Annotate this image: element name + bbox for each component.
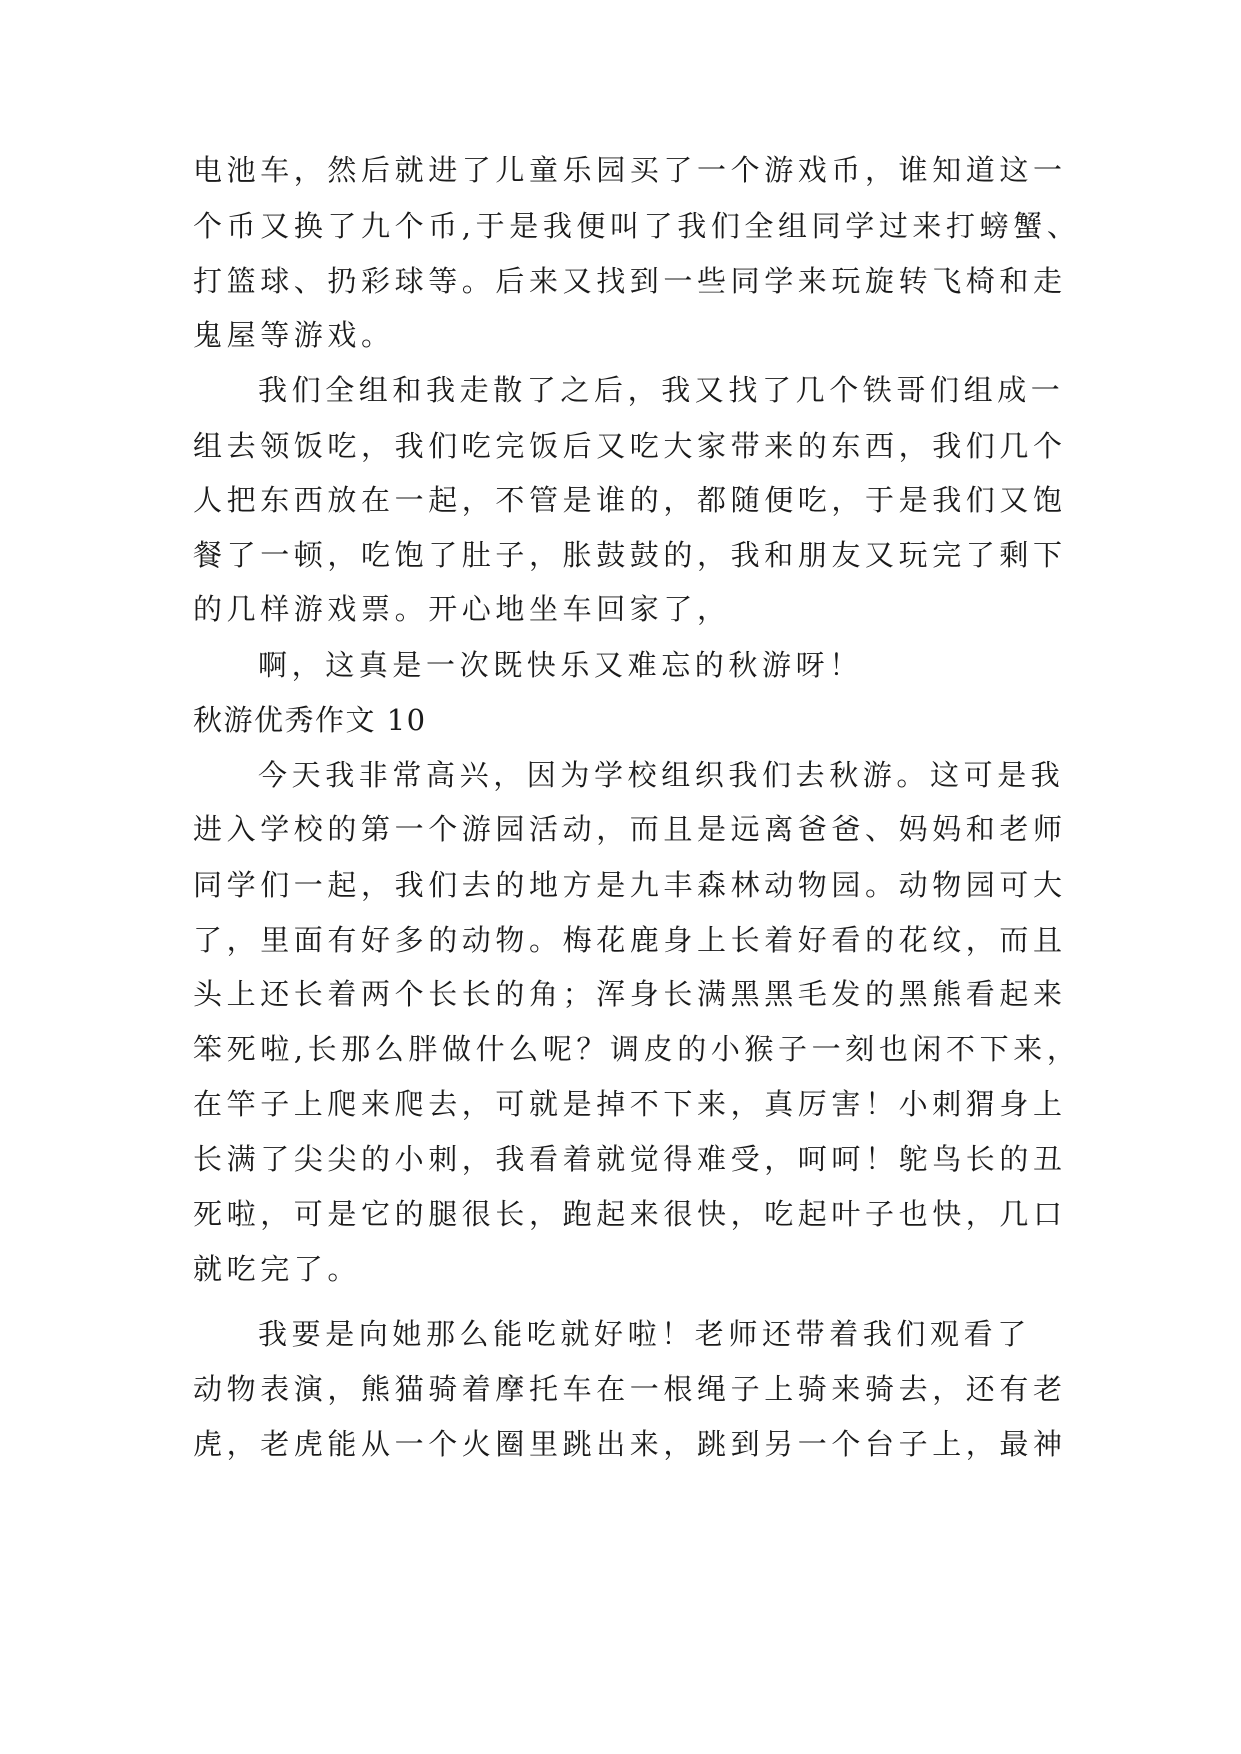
text-line: 长满了尖尖的小刺，我看着就觉得难受，呵呵！鸵鸟长的丑: [193, 1142, 1067, 1176]
text-line: 在竿子上爬来爬去，可就是掉不下来，真厉害！小刺猬身上: [193, 1087, 1067, 1121]
text-line: 餐了一顿，吃饱了肚子，胀鼓鼓的，我和朋友又玩完了剩下: [193, 538, 1067, 572]
text-line: 同学们一起，我们去的地方是九丰森林动物园。动物园可大: [193, 868, 1067, 902]
text-line: 死啦，可是它的腿很长，跑起来很快，吃起叶子也快，几口: [193, 1197, 1067, 1231]
text-line: 头上还长着两个长长的角；浑身长满黑黑毛发的黑熊看起来: [193, 977, 1067, 1011]
text-line: 人把东西放在一起，不管是谁的，都随便吃，于是我们又饱: [193, 483, 1067, 517]
paragraph-first-line: 今天我非常高兴，因为学校组织我们去秋游。这可是我: [258, 758, 1065, 792]
text-line: 虎，老虎能从一个火圈里跳出来，跳到另一个台子上，最神: [193, 1427, 1067, 1461]
text-line: 打篮球、扔彩球等。后来又找到一些同学来玩旋转飞椅和走: [193, 264, 1067, 298]
essay-heading: 秋游优秀作文 10: [193, 703, 427, 737]
paragraph-first-line: 我们全组和我走散了之后，我又找了几个铁哥们组成一: [258, 373, 1065, 407]
text-line: 电池车，然后就进了儿童乐园买了一个游戏币，谁知道这一: [193, 153, 1067, 187]
paragraph-first-line: 我要是向她那么能吃就好啦！老师还带着我们观看了: [258, 1317, 1031, 1351]
text-line: 个币又换了九个币,于是我便叫了我们全组同学过来打螃蟹、: [193, 209, 1081, 243]
text-line: 进入学校的第一个游园活动，而且是远离爸爸、妈妈和老师: [193, 812, 1067, 846]
text-line: 就吃完了。: [193, 1252, 362, 1286]
text-line: 的几样游戏票。开心地坐车回家了，: [193, 592, 731, 626]
text-line: 笨死啦,长那么胖做什么呢？调皮的小猴子一刻也闲不下来，: [193, 1032, 1081, 1066]
text-line: 了，里面有好多的动物。梅花鹿身上长着好看的花纹，而且: [193, 923, 1067, 957]
text-line: 动物表演，熊猫骑着摩托车在一根绳子上骑来骑去，还有老: [193, 1372, 1067, 1406]
text-line: 组去领饭吃，我们吃完饭后又吃大家带来的东西，我们几个: [193, 429, 1067, 463]
paragraph-first-line: 啊，这真是一次既快乐又难忘的秋游呀！: [258, 648, 863, 682]
text-line: 鬼屋等游戏。: [193, 318, 395, 352]
